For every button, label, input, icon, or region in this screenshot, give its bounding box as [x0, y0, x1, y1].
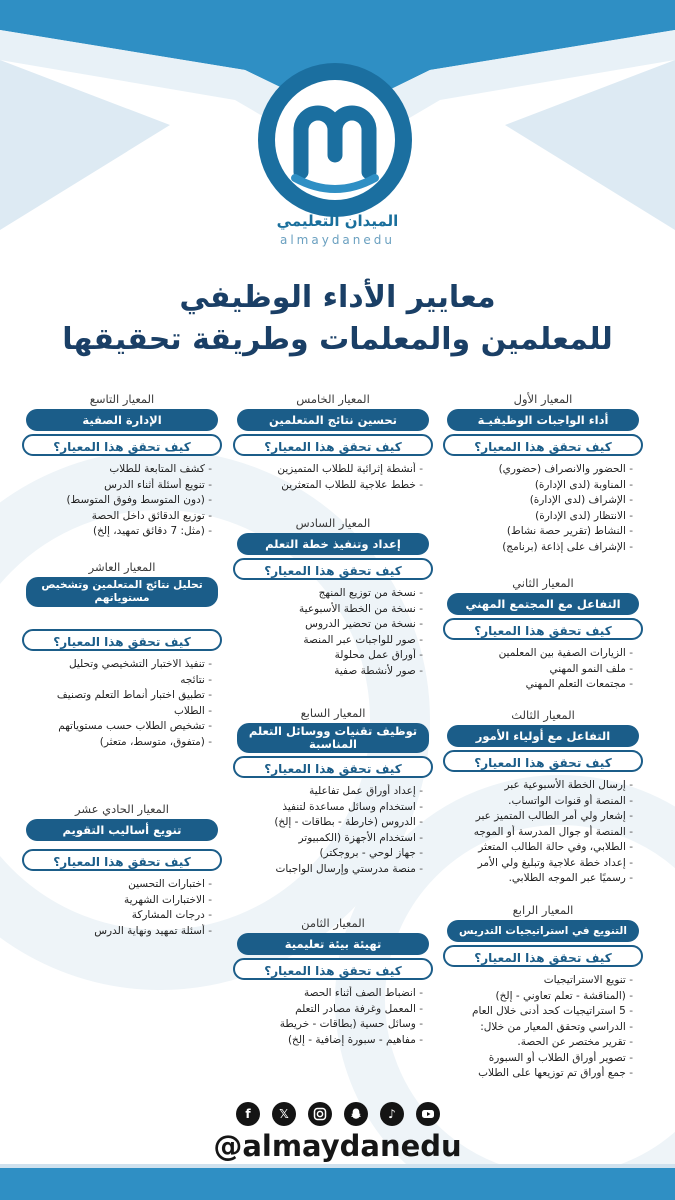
list-item: - إعداد خطة علاجية وتبليغ ولي الأمر	[443, 856, 633, 872]
brand-name-arabic: الميدان التعليمي	[276, 212, 399, 230]
list-item: - (دون المتوسط وفوق المتوسط)	[22, 493, 212, 509]
list-item: - درجات المشاركة	[22, 908, 212, 924]
standard-card-8	[233, 916, 433, 1048]
how-to-achieve-heading: كيف تحقق هذا المعيار؟	[22, 629, 222, 651]
list-item: - الاختبارات الشهرية	[22, 893, 212, 909]
standard-card-1	[443, 392, 643, 555]
standard-title: تحليل نتائج المتعلمين وتشخيص مستوياتهم	[26, 577, 218, 607]
snapchat-icon[interactable]	[344, 1102, 368, 1126]
list-item: - اختبارات التحسين	[22, 877, 212, 893]
standard-title: توظيف تقنيات ووسائل التعلم المناسبة	[237, 723, 429, 753]
list-item: - الانتظار (لدى الإدارة)	[443, 509, 633, 525]
list-item: - إشعار ولي أمر الطالب المتميز عبر	[443, 809, 633, 825]
list-item: - تشخيص الطلاب حسب مستوياتهم	[22, 719, 212, 735]
list-item: - إرسال الخطة الأسبوعية عبر	[443, 778, 633, 794]
how-to-achieve-heading: كيف تحقق هذا المعيار؟	[22, 434, 222, 456]
how-to-achieve-heading: كيف تحقق هذا المعيار؟	[233, 558, 433, 580]
list-item: - أوراق عمل محلولة	[233, 648, 423, 664]
standard-label: المعيار الرابع	[512, 903, 574, 917]
standard-title: الإدارة الصفية	[26, 409, 218, 431]
list-item: - رسميًا عبر الموجه الطلابي.	[443, 871, 633, 887]
facebook-icon[interactable]: f	[236, 1102, 260, 1126]
page-title-line2: للمعلمين والمعلمات وطريقة تحقيقها	[62, 322, 613, 357]
how-to-achieve-heading: كيف تحقق هذا المعيار؟	[443, 618, 643, 640]
how-to-achieve-heading: كيف تحقق هذا المعيار؟	[443, 945, 643, 967]
list-item: - النشاط (تقرير حصة نشاط)	[443, 524, 633, 540]
brand-name-latin: almaydanedu	[279, 233, 395, 247]
list-item: - استخدام الأجهزة (الكمبيوتر	[233, 831, 423, 847]
list-item: - إعداد أوراق عمل تفاعلية	[233, 784, 423, 800]
standard-label: المعيار السادس	[295, 516, 371, 530]
list-item: - تنفيذ الاختبار التشخيصي وتحليل	[22, 657, 212, 673]
standard-label: المعيار الثامن	[301, 916, 365, 930]
list-item: - صور لأنشطة صفية	[233, 664, 423, 680]
standard-title: أداء الواجبات الوظيفيـة	[447, 409, 639, 431]
list-item: - المناوبة (لدى الإدارة)	[443, 478, 633, 494]
list-item: - أسئلة تمهيد ونهاية الدرس	[22, 924, 212, 940]
list-item: - نسخة من توزيع المنهج	[233, 586, 423, 602]
how-to-achieve-heading: كيف تحقق هذا المعيار؟	[443, 750, 643, 772]
standard-title: إعداد وتنفيذ خطة التعلم	[237, 533, 429, 555]
social-icons-row	[236, 1102, 440, 1128]
standard-card-6	[233, 516, 433, 679]
list-item: - نسخة من تحضير الدروس	[233, 617, 423, 633]
list-item: - نسخة من الخطة الأسبوعية	[233, 602, 423, 618]
list-item: - تقرير مختصر عن الحصة.	[443, 1035, 633, 1051]
standard-title: التنويع في استراتيجيات التدريس	[447, 920, 639, 942]
standard-card-9	[22, 392, 222, 540]
list-item: - الدراسي وتحقق المعيار من خلال:	[443, 1020, 633, 1036]
standard-title: التفاعل مع أولياء الأمور	[447, 725, 639, 747]
list-item: - مفاهيم - سبورة إضافية - إلخ)	[233, 1033, 423, 1049]
standard-label: المعيار السابع	[300, 706, 366, 720]
list-item: - صور للواجبات عبر المنصة	[233, 633, 423, 649]
tiktok-icon[interactable]: ♪	[380, 1102, 404, 1126]
standard-title: التفاعل مع المجتمع المهني	[447, 593, 639, 615]
list-item: - المعمل وغرفة مصادر التعلم	[233, 1002, 423, 1018]
list-item: - (مثل: 7 دقائق تمهيد، إلخ)	[22, 524, 212, 540]
list-item: - توزيع الدقائق داخل الحصة	[22, 509, 212, 525]
list-item: - منصة مدرستي وإرسال الواجبات	[233, 862, 423, 878]
how-to-achieve-heading: كيف تحقق هذا المعيار؟	[233, 958, 433, 980]
list-item: - تصوير أوراق الطلاب أو السبورة	[443, 1051, 633, 1067]
x-icon[interactable]: 𝕏	[272, 1102, 296, 1126]
list-item: - المنصة أو قنوات الواتساب.	[443, 794, 633, 810]
list-item: - أنشطة إثرائية للطلاب المتميزين	[233, 462, 423, 478]
youtube-icon[interactable]	[416, 1102, 440, 1126]
list-item: - (المناقشة - تعلم تعاوني - إلخ)	[443, 989, 633, 1005]
social-handle[interactable]: @almaydanedu	[213, 1129, 462, 1163]
standard-card-7	[233, 706, 433, 877]
list-item: - مجتمعات التعلم المهني	[443, 677, 633, 693]
standard-card-10	[22, 560, 222, 750]
standard-card-4	[443, 903, 643, 1082]
list-item: - (متفوق، متوسط، متعثر)	[22, 735, 212, 751]
page-title-line1: معايير الأداء الوظيفي	[179, 280, 496, 315]
list-item: - تنويع الاستراتيجيات	[443, 973, 633, 989]
list-item: - الزيارات الصفية بين المعلمين	[443, 646, 633, 662]
standard-card-3	[443, 708, 643, 887]
standard-label: المعيار التاسع	[89, 392, 155, 406]
list-item: - الطلابي، وفي حالة الطالب المتعثر	[443, 840, 633, 856]
list-item: - ملف النمو المهني	[443, 662, 633, 678]
standard-label: المعيار الأول	[513, 392, 573, 406]
standard-label: المعيار الخامس	[296, 392, 370, 406]
list-item: - استخدام وسائل مساعدة لتنفيذ	[233, 800, 423, 816]
standard-label: المعيار الحادي عشر	[75, 802, 169, 816]
standard-card-11	[22, 802, 222, 939]
list-item: - جمع أوراق تم توزيعها على الطلاب	[443, 1066, 633, 1082]
list-item: - خطط علاجية للطلاب المتعثرين	[233, 478, 423, 494]
list-item: - الدروس (خارطة - بطاقات - إلخ)	[233, 815, 423, 831]
how-to-achieve-heading: كيف تحقق هذا المعيار؟	[233, 434, 433, 456]
standard-card-5	[233, 392, 433, 493]
list-item: - كشف المتابعة للطلاب	[22, 462, 212, 478]
list-item: - الإشراف على إذاعة (برنامج)	[443, 540, 633, 556]
list-item: - جهاز لوحي - بروجكتر)	[233, 846, 423, 862]
standard-label: المعيار العاشر	[88, 560, 156, 574]
list-item: - تطبيق اختبار أنماط التعلم وتصنيف	[22, 688, 212, 704]
how-to-achieve-heading: كيف تحقق هذا المعيار؟	[233, 756, 433, 778]
standard-label: المعيار الثالث	[511, 708, 575, 722]
standard-title: تحسين نتائج المتعلمين	[237, 409, 429, 431]
how-to-achieve-heading: كيف تحقق هذا المعيار؟	[443, 434, 643, 456]
list-item: - الطلاب	[22, 704, 212, 720]
standard-title: تنويع أساليب التقويم	[26, 819, 218, 841]
standard-title: تهيئة بيئة تعليمية	[237, 933, 429, 955]
list-item: - 5 استراتيجيات كحد أدنى خلال العام	[443, 1004, 633, 1020]
brand-logo	[255, 60, 415, 220]
list-item: - الحضور والانصراف (حضوري)	[443, 462, 633, 478]
list-item: - تنويع أسئلة أثناء الدرس	[22, 478, 212, 494]
list-item: - وسائل حسية (بطاقات - خريطة	[233, 1017, 423, 1033]
standard-label: المعيار الثاني	[512, 576, 574, 590]
list-item: - نتائجه	[22, 673, 212, 689]
standard-card-2	[443, 576, 643, 693]
how-to-achieve-heading: كيف تحقق هذا المعيار؟	[22, 849, 222, 871]
instagram-icon[interactable]	[308, 1102, 332, 1126]
list-item: - المنصة أو جوال المدرسة أو الموجه	[443, 825, 633, 841]
list-item: - الإشراف (لدى الإدارة)	[443, 493, 633, 509]
list-item: - انضباط الصف أثناء الحصة	[233, 986, 423, 1002]
